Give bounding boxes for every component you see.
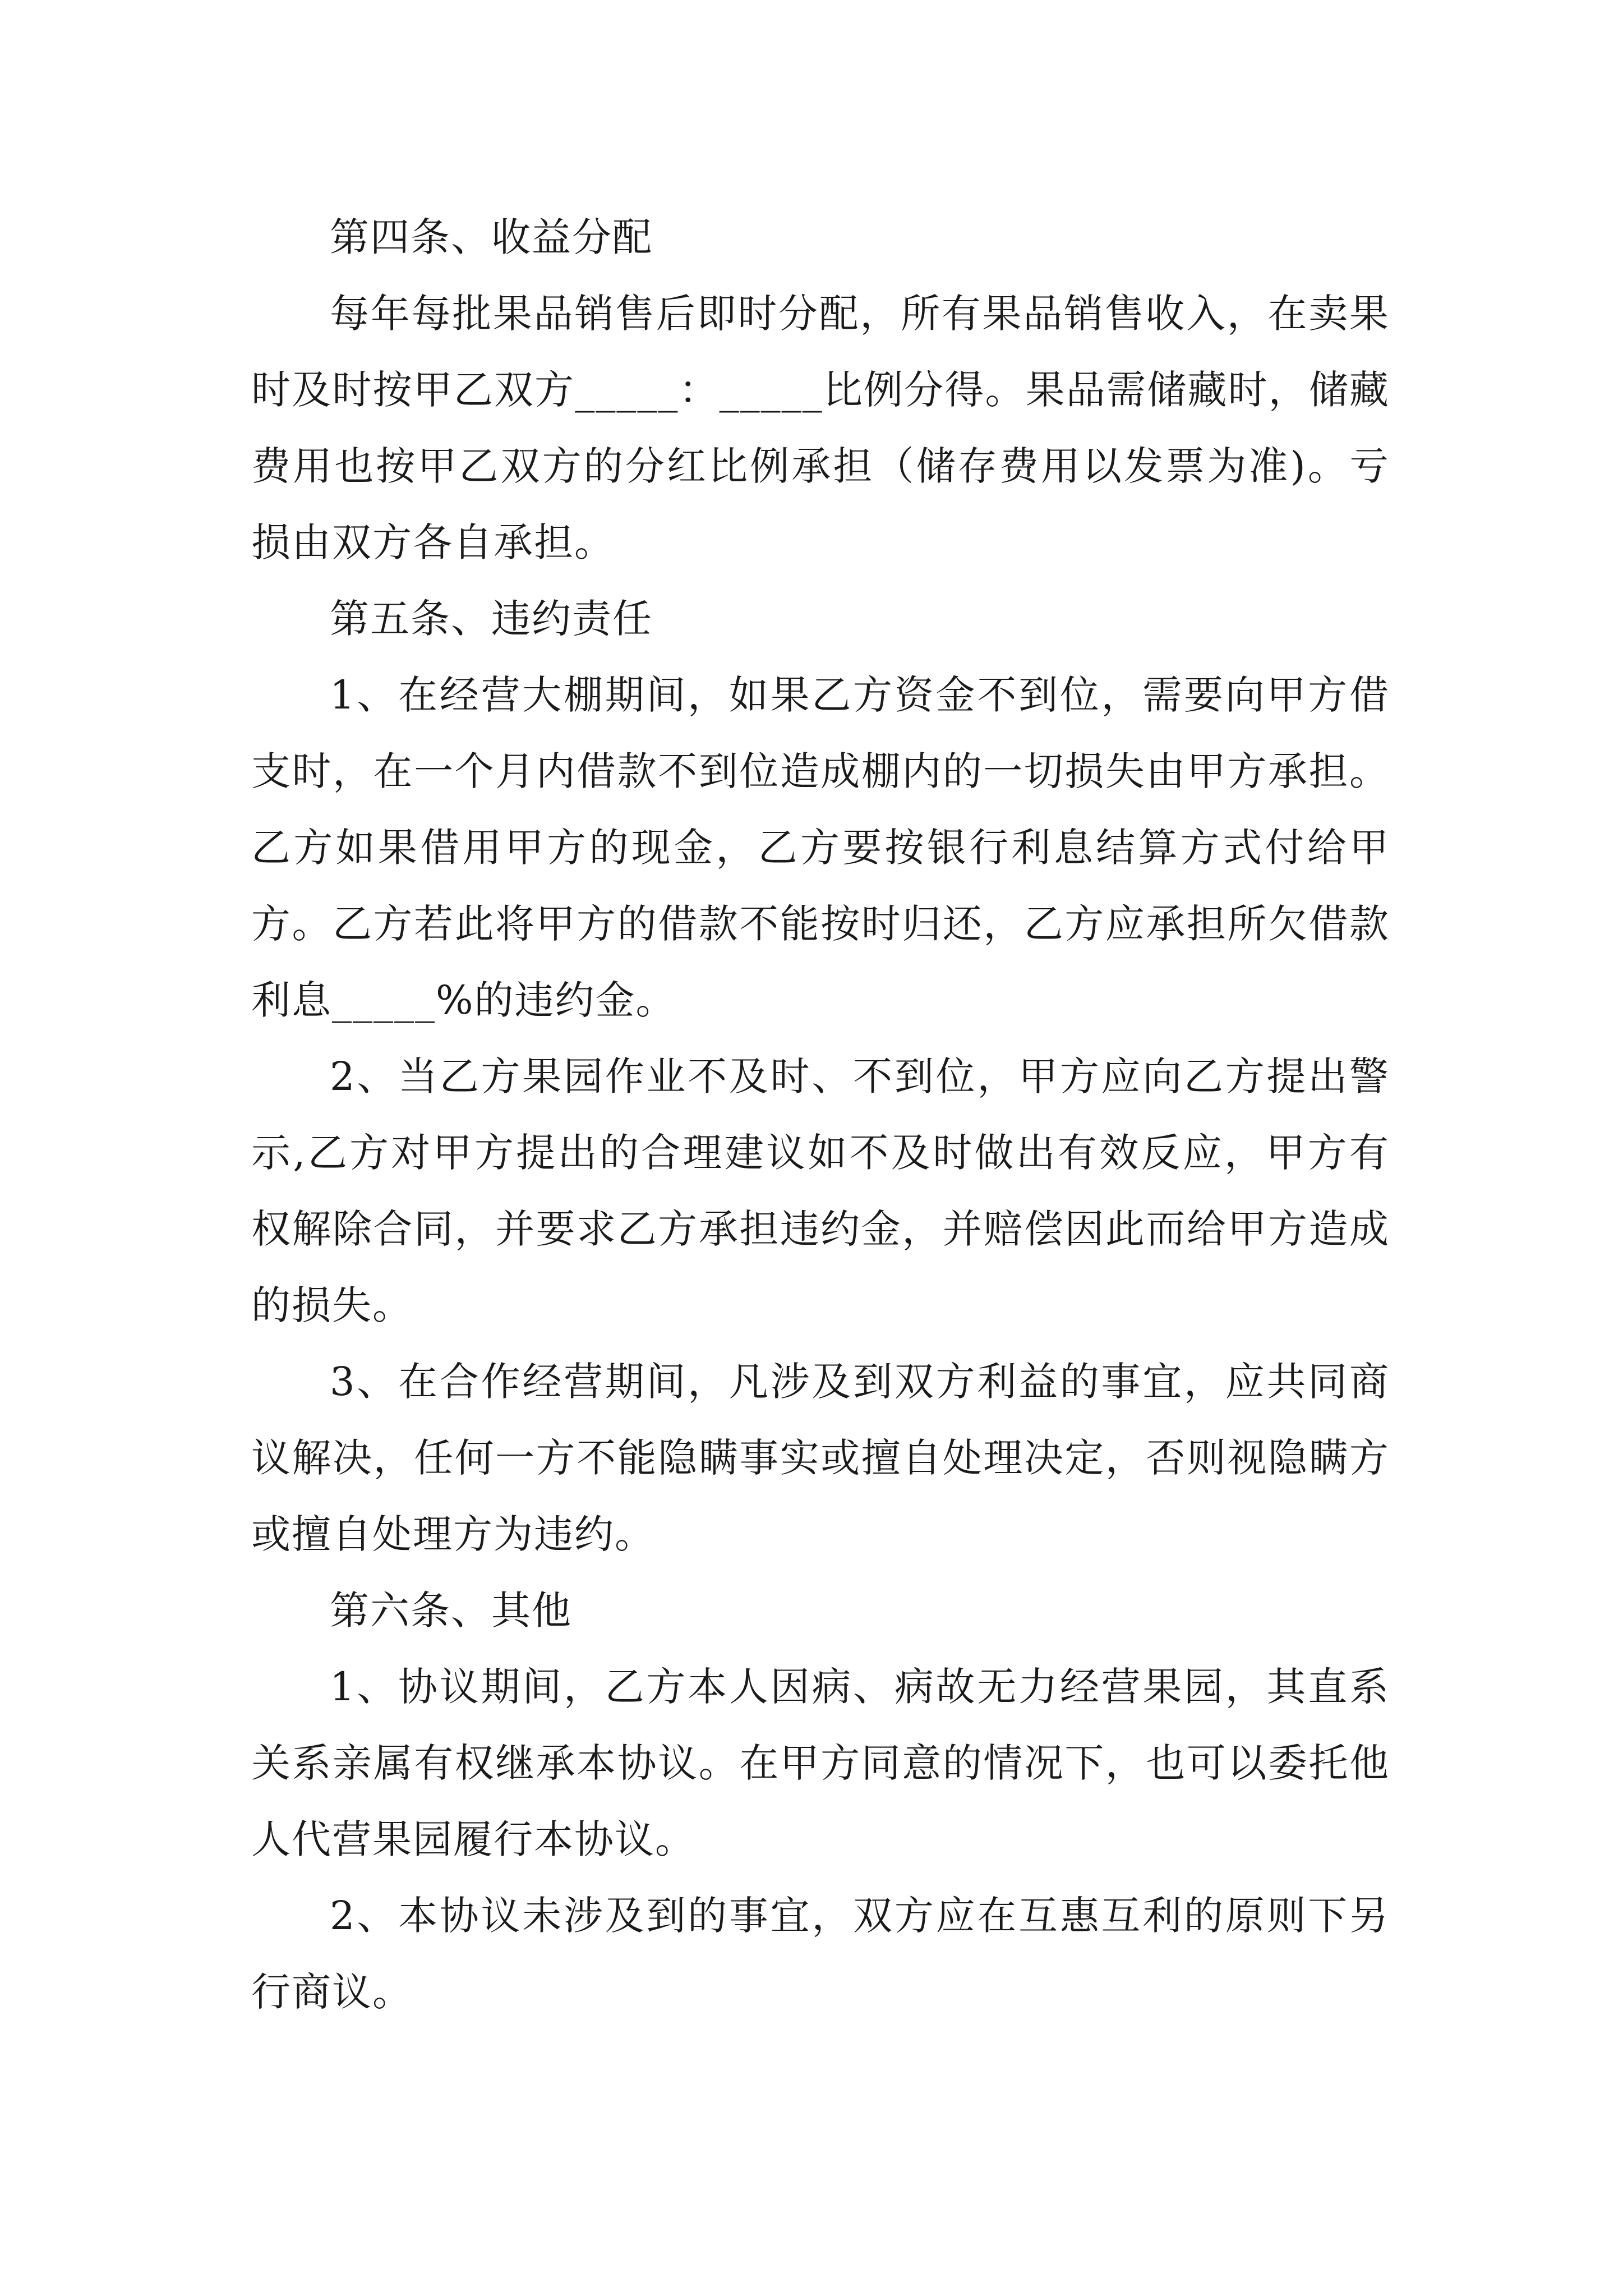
paragraph-other-2: 2、本协议未涉及到的事宜，双方应在互惠互利的原则下另行商议。 xyxy=(251,1893,1390,2015)
paragraph-profit-distribution: 每年每批果品销售后即时分配，所有果品销售收入，在卖果时及时按甲乙双方_____：_____比例分得。果品需储藏时，储藏费用也按甲乙双方的分红比例承担（储存费用以发票为准)。亏损由双方各自承担。 xyxy=(251,291,1390,565)
paragraph-breach-2: 2、当乙方果园作业不及时、不到位，甲方应向乙方提出警示,乙方对甲方提出的合理建议如不及时做出有效反应，甲方有权解除合同，并要求乙方承担违约金，并赔偿因此而给甲方造成的损失。 xyxy=(251,1053,1390,1328)
section-heading-5: 第五条、违约责任 xyxy=(330,596,653,642)
section-heading-6: 第六条、其他 xyxy=(330,1588,572,1634)
document-page xyxy=(251,199,1390,2030)
paragraph-breach-1: 1、在经营大棚期间，如果乙方资金不到位，需要向甲方借支时，在一个月内借款不到位造成棚内的一切损失由甲方承担。乙方如果借用甲方的现金，乙方要按银行利息结算方式付给甲方。乙方若此将甲方的借款不能按时归还，乙方应承担所欠借款利息_____%的违约金。 xyxy=(251,672,1390,1023)
paragraph-other-1: 1、协议期间，乙方本人因病、病故无力经营果园，其直系关系亲属有权继承本协议。在甲方同意的情况下，也可以委托他人代营果园履行本协议。 xyxy=(251,1664,1390,1862)
section-heading-4: 第四条、收益分配 xyxy=(330,214,653,260)
paragraph-breach-3: 3、在合作经营期间，凡涉及到双方利益的事宜，应共同商议解决，任何一方不能隐瞒事实或擅自处理决定，否则视隐瞒方或擅自处理方为违约。 xyxy=(251,1359,1390,1557)
